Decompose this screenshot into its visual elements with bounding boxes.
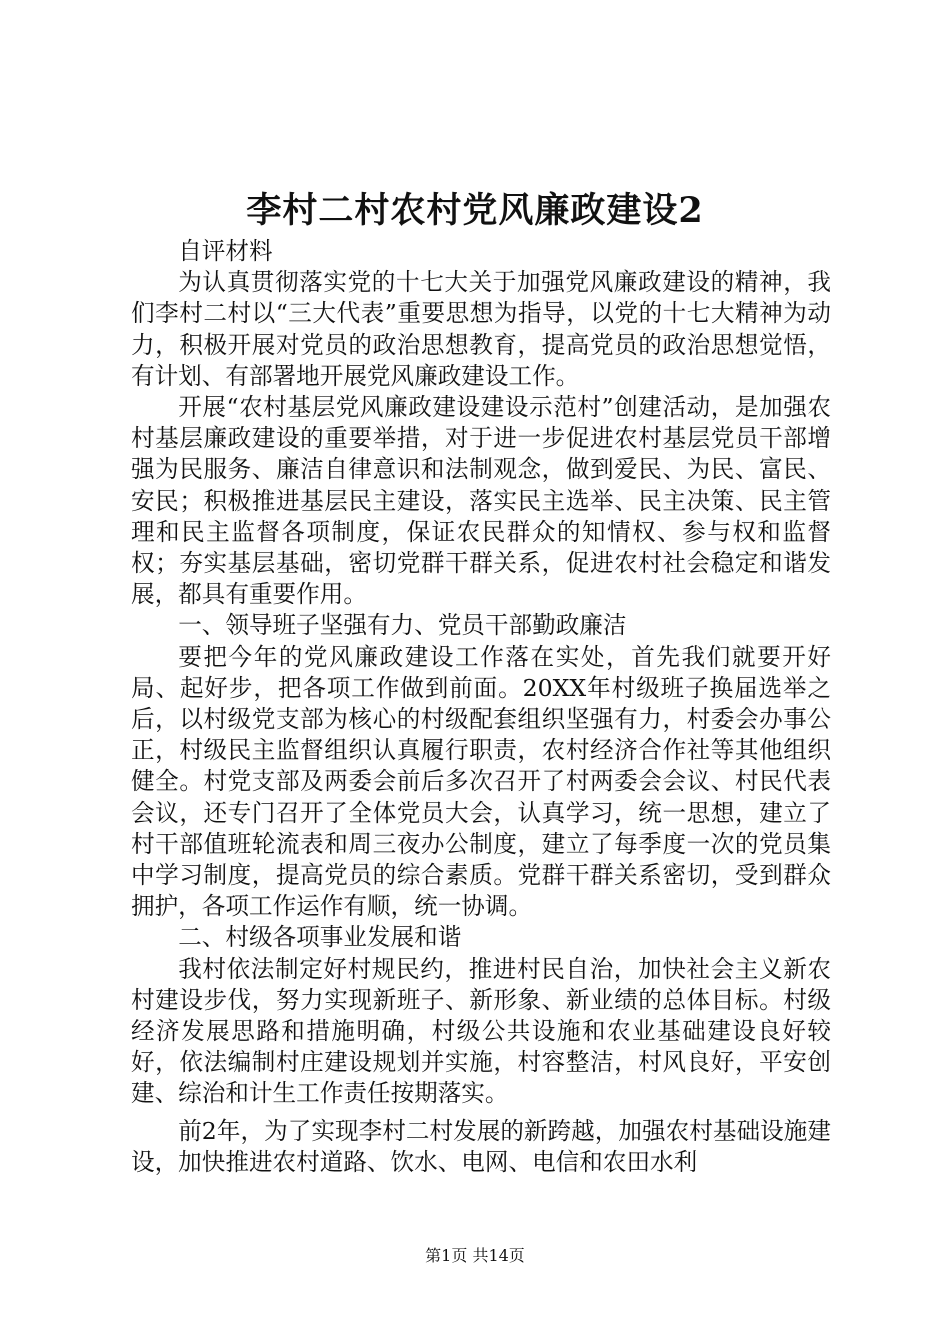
paragraph-campaign: 开展“农村基层党风廉政建设建设示范村”创建活动，是加强农村基层廉政建设的重要举措，对于进一步促进农村基层党员干部增强为民服务、廉洁自律意识和法制观念，做到爱民、为民、富民、安民；积极推进基层民主建设，落实民主选举、民主决策、民主管理和民主监督各项制度，保证农民群众的知情权、参与权和监督权；夯实基层基础，密切党群干群关系，促进农村社会稳定和谐发展，都具有重要作用。 bbox=[131, 393, 831, 609]
document-title: 李村二村农村党风廉政建设2 bbox=[246, 190, 704, 231]
paragraph-subtitle: 自评材料 bbox=[178, 237, 273, 265]
paragraph-development: 我村依法制定好村规民约，推进村民自治，加快社会主义新农村建设步伐，努力实现新班子、新形象、新业绩的总体目标。村级经济发展思路和措施明确，村级公共设施和农业基础建设良好较好，依法编制村庄建设规划并实施，村容整洁，村风良好，平安创建、综治和计生工作责任按期落实。 bbox=[131, 954, 831, 1108]
paragraph-intro: 为认真贯彻落实党的十七大关于加强党风廉政建设的精神，我们李村二村以“三大代表”重要思想为指导，以党的十七大精神为动力，积极开展对党员的政治思想教育，提高党员的政治思想觉悟，有计划、有部署地开展党风廉政建设工作。 bbox=[131, 268, 831, 390]
section-heading-1: 一、领导班子坚强有力、党员干部勤政廉洁 bbox=[178, 611, 627, 640]
page-number-footer: 第1页 共14页 bbox=[425, 1246, 525, 1265]
section-heading-2: 二、村级各项事业发展和谐 bbox=[178, 923, 462, 952]
document-body bbox=[131, 236, 831, 1178]
paragraph-infrastructure: 前2年，为了实现李村二村发展的新跨越，加强农村基础设施建设，加快推进农村道路、饮水、电网、电信和农田水利 bbox=[131, 1116, 831, 1176]
paragraph-leadership: 要把今年的党风廉政建设工作落在实处，首先我们就要开好局、起好步，把各项工作做到前面。20XX年村级班子换届选举之后，以村级党支部为核心的村级配套组织坚强有力，村委会办事公正，村级民主监督组织认真履行职责，农村经济合作社等其他组织健全。村党支部及两委会前后多次召开了村两委会会议、村民代表会议，还专门召开了全体党员大会，认真学习，统一思想，建立了村干部值班轮流表和周三夜办公制度，建立了每季度一次的党员集中学习制度，提高党员的综合素质。党群干群关系密切，受到群众拥护，各项工作运作有顺，统一协调。 bbox=[131, 642, 831, 921]
